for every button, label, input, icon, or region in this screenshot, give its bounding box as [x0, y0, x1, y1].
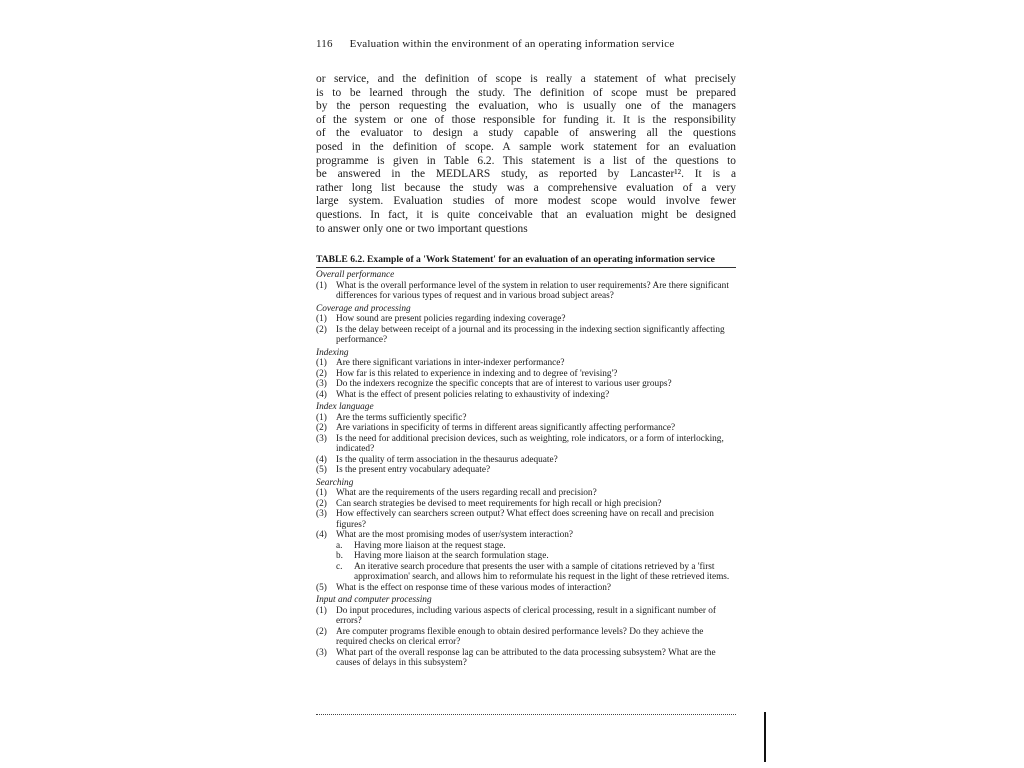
question-item: [316, 379, 736, 390]
table-section: [316, 478, 736, 594]
question-text: How sound are present policies regarding indexing coverage?: [336, 314, 566, 324]
question-text: Can search strategies be devised to meet requirements for high recall or high precision?: [336, 498, 662, 509]
question-number: (3): [316, 509, 327, 519]
question-item: [316, 325, 736, 346]
body-line: large system. Evaluation studies of more modest scope would involve fewer: [316, 195, 736, 208]
question-text: Are variations in specificity of terms in different areas significantly affecting performance?: [336, 423, 676, 433]
question-number: (1): [316, 605, 327, 616]
table-section: [316, 348, 736, 401]
question-item: [316, 390, 736, 401]
sub-question: [316, 541, 736, 552]
body-line: to answer only one or two important questions: [316, 222, 528, 235]
table-caption: TABLE 6.2. Example of a 'Work Statement' for an evaluation of an operating information service: [316, 254, 715, 265]
question-item: [316, 434, 736, 455]
question-text: Are the terms sufficiently specific?: [336, 412, 467, 423]
question-item: [316, 358, 736, 369]
body-line: of the system or one of those responsible for funding it. It is the responsibility: [316, 113, 736, 126]
table-section: [316, 270, 736, 302]
question-number: (3): [316, 379, 327, 389]
table-bottom-rule: [316, 714, 736, 715]
question-number: (4): [316, 530, 327, 540]
body-line: questions. In fact, it is quite conceivable that an evaluation might be designed: [316, 208, 736, 221]
question-number: (1): [316, 412, 327, 423]
question-text: What are the requirements of the users regarding recall and precision?: [336, 488, 597, 498]
question-item: [316, 648, 736, 669]
question-number: (2): [316, 324, 327, 335]
running-title: Evaluation within the environment of an operating information service: [349, 38, 675, 50]
question-text: Is the quality of term association in the thesaurus adequate?: [336, 454, 558, 465]
question-number: (4): [316, 454, 327, 465]
question-text: What are the most promising modes of user/system interaction?: [336, 530, 574, 540]
page-number: 116: [316, 38, 333, 50]
question-item: [316, 530, 736, 541]
sub-question: [316, 551, 736, 562]
question-item: [316, 499, 736, 510]
question-item: [316, 281, 736, 302]
question-number: b.: [336, 551, 343, 561]
question-number: (2): [316, 498, 327, 509]
question-item: [316, 314, 736, 325]
table-top-rule: [316, 267, 736, 268]
question-text: How far is this related to experience in indexing and to degree of 'revising'?: [336, 368, 618, 379]
section-title: Indexing: [316, 347, 349, 358]
running-header: [316, 38, 736, 50]
question-number: (2): [316, 423, 327, 433]
question-text: Are there significant variations in inter-indexer performance?: [336, 358, 565, 368]
question-item: [316, 369, 736, 380]
question-number: (4): [316, 389, 327, 400]
question-text: What is the overall performance level of the system in relation to user requirements? Are there significant differences for various types of request and in various broad subject areas?: [336, 280, 729, 301]
question-number: (1): [316, 314, 327, 324]
body-line: of the evaluator to design a study capable of answering all the questions: [316, 127, 736, 140]
table-section: [316, 402, 736, 476]
section-title: Input and computer processing: [316, 595, 432, 605]
question-text: What is the effect of present policies relating to exhaustivity of indexing?: [336, 389, 610, 400]
question-number: c.: [336, 561, 343, 572]
work-statement-table: [316, 254, 736, 669]
body-line: rather long list because the study was a comprehensive evaluation of a very: [316, 181, 736, 194]
body-line: posed in the definition of scope. A sample work statement for an evaluation: [316, 140, 736, 153]
question-text: Is the need for additional precision devices, such as weighting, role indicators, or a form of interlocking, indicated?: [336, 433, 724, 454]
question-text: What is the effect on response time of these various modes of interaction?: [336, 582, 612, 593]
question-text: Is the delay between receipt of a journal and its processing in the indexing section significantly affecting performance?: [336, 324, 725, 345]
section-title: Coverage and processing: [316, 303, 411, 314]
question-item: [316, 455, 736, 466]
body-line: be answered in the MEDLARS study, as reported by Lancaster¹². It is a: [316, 168, 736, 181]
question-item: [316, 627, 736, 648]
question-number: (1): [316, 358, 327, 368]
question-number: (1): [316, 280, 327, 291]
question-text: Is the present entry vocabulary adequate?: [336, 465, 491, 475]
body-line: or service, and the definition of scope is really a statement of what precisely: [316, 73, 736, 85]
question-text: Do the indexers recognize the specific concepts that are of interest to various user groups?: [336, 379, 672, 389]
question-text: Do input procedures, including various aspects of clerical processing, result in a significant number of errors?: [336, 605, 717, 626]
question-item: [316, 465, 736, 476]
question-text: Having more liaison at the search formulation stage.: [354, 551, 549, 561]
question-number: (2): [316, 368, 327, 379]
question-item: [316, 423, 736, 434]
question-number: (3): [316, 433, 327, 444]
question-item: [316, 413, 736, 424]
sub-question: [316, 562, 736, 583]
section-title: Searching: [316, 477, 354, 488]
table-section: [316, 595, 736, 669]
body-line: by the person requesting the evaluation, who is usually one of the managers: [316, 100, 736, 113]
question-text: What part of the overall response lag can be attributed to the data processing subsystem? What are the causes of delays in this subsystem?: [336, 647, 716, 668]
question-item: [316, 488, 736, 499]
question-item: [316, 583, 736, 594]
question-item: [316, 509, 736, 530]
question-text: Are computer programs flexible enough to obtain desired performance levels? Do they achieve the required checks on clerical error?: [336, 626, 704, 647]
question-number: (2): [316, 626, 327, 637]
table-sections: [316, 270, 736, 669]
section-title: Overall performance: [316, 270, 395, 280]
body-line: is to be learned through the study. The definition of scope must be prepared: [316, 86, 736, 99]
question-number: (1): [316, 488, 327, 498]
question-text: How effectively can searchers screen output? What effect does screening have on recall and precision figures?: [336, 509, 714, 530]
question-text: Having more liaison at the request stage.: [354, 540, 506, 551]
question-number: (3): [316, 647, 327, 658]
question-item: [316, 606, 736, 627]
question-text: An iterative search procedure that presents the user with a sample of citations retrieved by a 'first approximation' search, and allows him to reformulate his request in the light of these retrieved items.: [354, 561, 730, 582]
question-number: a.: [336, 540, 343, 551]
table-section: [316, 304, 736, 346]
question-number: (5): [316, 582, 327, 593]
scan-margin-mark: [764, 712, 766, 762]
body-line: programme is given in Table 6.2. This statement is a list of the questions to: [316, 154, 736, 167]
section-title: Index language: [316, 402, 374, 412]
body-paragraph: [316, 73, 736, 236]
question-number: (5): [316, 465, 327, 475]
